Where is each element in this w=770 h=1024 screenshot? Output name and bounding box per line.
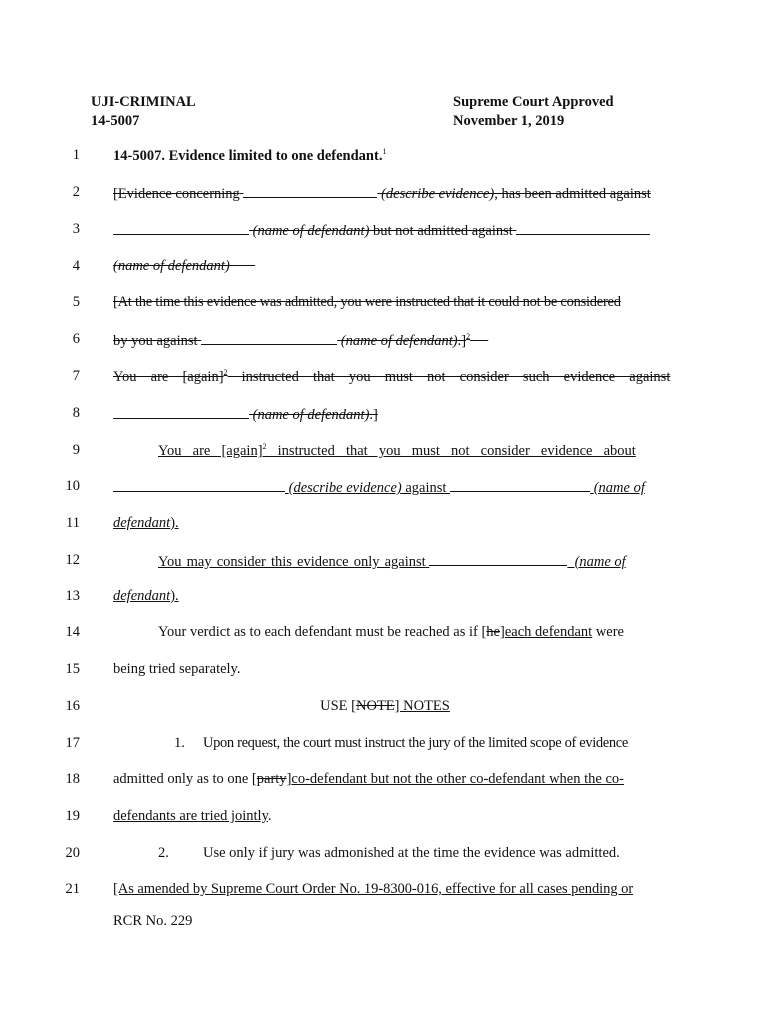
line-3: 3 (name of defendant) but not admitted against xyxy=(56,221,657,241)
line-8: 8 (name of defendant).] xyxy=(56,405,657,425)
line-number: 14 xyxy=(65,624,80,640)
use-notes-heading: USE [NOTE] NOTES xyxy=(320,698,450,714)
blank-field xyxy=(516,221,650,235)
line-number: 17 xyxy=(65,735,80,751)
footnote-ref[interactable]: 1 xyxy=(382,147,387,156)
blank-field xyxy=(113,405,249,419)
line-number: 13 xyxy=(65,588,80,604)
line-13: 13 defendant). xyxy=(56,588,657,608)
line-number: 1 xyxy=(72,147,80,163)
line-1 xyxy=(56,147,657,167)
line-7: 7 You are [again]$^2$ instructed that you must not consider such evidence against xyxy=(56,368,657,388)
line-2: 2 [Evidence concerning (describe evidence), has been admitted against xyxy=(56,184,657,204)
blank-field xyxy=(113,221,249,235)
line-number: 6 xyxy=(72,331,80,347)
line-4: 4 (name of defendant) xyxy=(56,258,657,278)
header-date: November 1, 2019 xyxy=(453,113,565,129)
footer-rcr-number: RCR No. 229 xyxy=(113,913,193,929)
line-17: 17 1. Upon request, the court must instruct the jury of the limited scope of evidence xyxy=(56,735,657,755)
line-number: 21 xyxy=(65,881,80,897)
blank-field xyxy=(243,184,377,198)
line-10: 10 (describe evidence) against (name of xyxy=(56,478,657,498)
footnote-ref[interactable]: 2 xyxy=(466,332,471,342)
instruction-title: 14-5007. Evidence limited to one defendant. xyxy=(113,147,383,164)
line-16 xyxy=(56,698,657,718)
line-11: 11 defendant). xyxy=(56,515,657,535)
line-number: 2 xyxy=(72,184,80,200)
line-21: 21 [As amended by Supreme Court Order No. 19-8300-016, effective for all cases pending or xyxy=(56,881,657,901)
line-number: 9 xyxy=(72,442,80,458)
blank-field xyxy=(429,552,567,566)
header-right xyxy=(453,93,614,131)
line-12: 12 You may consider this evidence only against (name of xyxy=(56,552,657,572)
line-20: 20 2. Use only if jury was admonished at the time the evidence was admitted. xyxy=(56,845,657,865)
line-number: 20 xyxy=(65,845,80,861)
header-approval: Supreme Court Approved xyxy=(453,94,614,110)
line-number: 19 xyxy=(65,808,80,824)
blank-field xyxy=(450,478,590,492)
line-number: 12 xyxy=(65,552,80,568)
line-18: 18 admitted only as to one [party]co-defendant but not the other co-defendant when the co- xyxy=(56,771,657,791)
line-number: 5 xyxy=(72,294,80,310)
line-19: 19 defendants are tried jointly. xyxy=(56,808,657,828)
line-number: 10 xyxy=(65,478,80,494)
footnote-ref[interactable]: 2 xyxy=(262,442,267,451)
line-9: 9 You are [again]$^2$ instructed that you must not consider evidence about xyxy=(56,442,657,462)
line-number: 8 xyxy=(72,405,80,421)
line-number: 7 xyxy=(72,368,80,384)
line-14: 14 Your verdict as to each defendant must be reached as if [he]each defendant were xyxy=(56,624,657,644)
line-number: 3 xyxy=(72,221,80,237)
line-number: 4 xyxy=(72,258,80,274)
header-left xyxy=(91,93,196,131)
line-number: 15 xyxy=(65,661,80,677)
blank-field xyxy=(201,331,337,345)
header-document-code: UJI-CRIMINAL xyxy=(91,94,196,110)
header-instruction-number: 14-5007 xyxy=(91,113,140,129)
line-6: 6 by you against (name of defendant).]$^2$ xyxy=(56,331,657,351)
line-number: 16 xyxy=(65,698,80,714)
line-5: 5 [At the time this evidence was admitted, you were instructed that it could not be considered xyxy=(56,294,657,314)
line-number: 18 xyxy=(65,771,80,787)
line-number: 11 xyxy=(66,515,80,531)
footnote-ref[interactable]: 2 xyxy=(223,368,228,377)
line-15: 15 being tried separately. xyxy=(56,661,657,681)
blank-field xyxy=(113,478,285,492)
